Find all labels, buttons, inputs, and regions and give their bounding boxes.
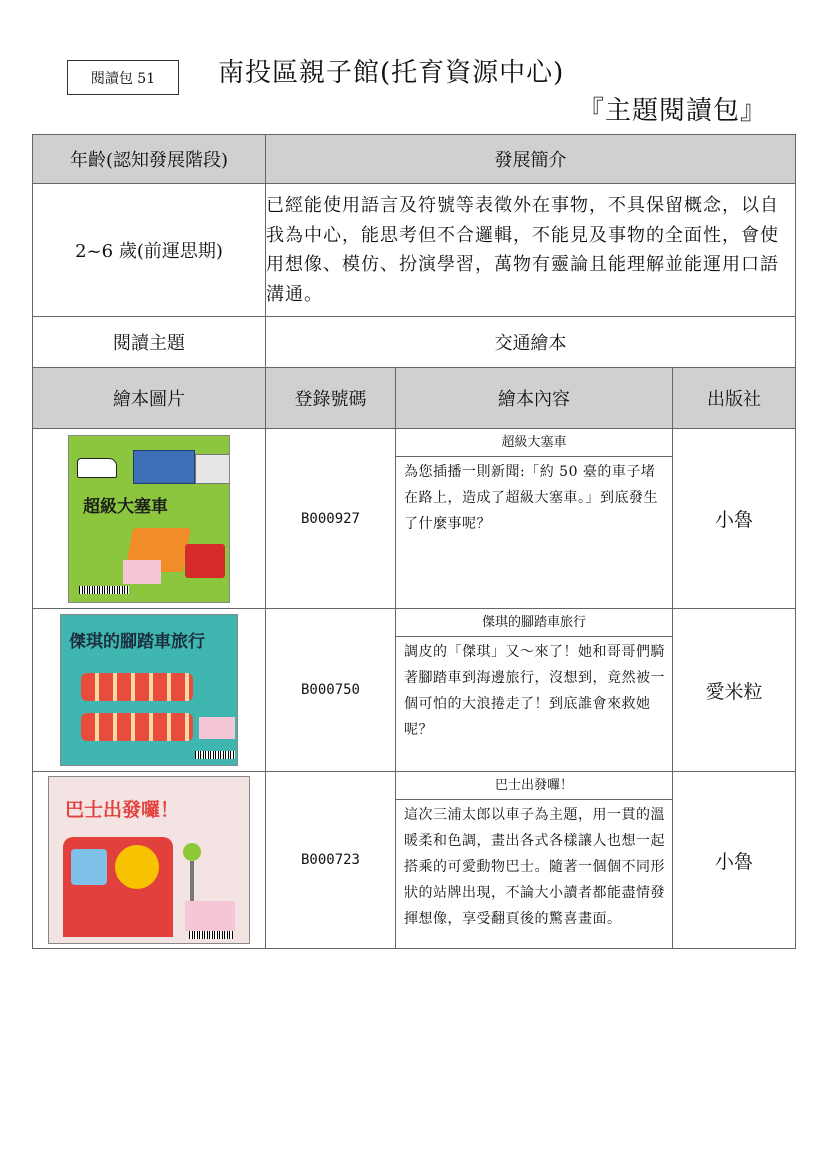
page-subtitle: 『主題閱讀包』 [577, 96, 767, 126]
book-code: B000927 [266, 429, 396, 609]
fire-truck-shape [185, 544, 225, 578]
book-cover-cell [33, 772, 266, 949]
library-label [123, 560, 161, 584]
barcode [189, 931, 233, 939]
barcode [195, 751, 235, 759]
library-label [185, 901, 235, 931]
book-description: 這次三浦太郎以車子為主題，用一貫的溫暖柔和色調，畫出各式各樣讓人也想一起搭乘的可愛動物巴士。隨著一個個不同形狀的站牌出現，不論大小讀者都能盡情發揮想像，享受翻頁後的驚喜畫面。 [404, 807, 665, 927]
barcode [79, 586, 129, 594]
library-label [199, 717, 235, 739]
age-value: 2~6 歲(前運思期) [33, 184, 266, 317]
column-header-content: 繪本內容 [396, 368, 673, 429]
lion-window [115, 845, 159, 889]
book-publisher: 小魯 [673, 429, 796, 609]
book-title: 超級大塞車 [396, 429, 672, 457]
cover-title: 超級大塞車 [83, 496, 168, 517]
elephant-window [71, 849, 107, 885]
book-cover-image [68, 435, 230, 603]
book-code: B000723 [266, 772, 396, 949]
bus-stop-sign [183, 843, 201, 861]
column-header-code: 登錄號碼 [266, 368, 396, 429]
theme-value: 交通繪本 [266, 317, 796, 368]
book-cover-cell [33, 429, 266, 609]
pack-label: 閱讀包 51 [67, 60, 179, 95]
table-row [33, 609, 796, 772]
garbage-truck-shape [195, 454, 230, 484]
book-title: 巴士出發囉！ [396, 772, 672, 800]
book-publisher: 愛米粒 [673, 609, 796, 772]
blue-truck-shape [133, 450, 195, 484]
book-cover-image [48, 776, 250, 944]
riders-row-bottom [81, 713, 193, 741]
police-car-shape [77, 458, 117, 478]
development-header: 發展簡介 [266, 135, 796, 184]
book-code: B000750 [266, 609, 396, 772]
column-header-image: 繪本圖片 [33, 368, 266, 429]
table-row [33, 429, 796, 609]
age-header: 年齡(認知發展階段) [33, 135, 266, 184]
book-content-cell [396, 609, 673, 772]
book-cover-image [60, 614, 238, 766]
riders-row-top [81, 673, 193, 701]
table-row [33, 772, 796, 949]
book-description: 調皮的「傑琪」又～來了！她和哥哥們騎著腳踏車到海邊旅行，沒想到，竟然被一個可怕的大浪捲走了！到底誰會來救她呢？ [404, 644, 665, 738]
book-content-cell [396, 429, 673, 609]
column-header-publisher: 出版社 [673, 368, 796, 429]
development-description: 已經能使用語言及符號等表徵外在事物，不具保留概念，以自我為中心，能思考但不合邏輯，不能見及事物的全面性，會使用想像、模仿、扮演學習，萬物有靈論且能理解並能運用口語溝通。 [266, 184, 796, 317]
book-cover-cell [33, 609, 266, 772]
book-description: 為您插播一則新聞:「約 50 臺的車子堵在路上，造成了超級大塞車。」到底發生了什麼事呢？ [404, 464, 658, 532]
cover-title: 傑琪的腳踏車旅行 [69, 632, 205, 652]
book-title: 傑琪的腳踏車旅行 [396, 609, 672, 637]
reading-pack-table [32, 134, 796, 949]
page-title: 南投區親子館(托育資源中心) [218, 58, 565, 88]
book-publisher: 小魯 [673, 772, 796, 949]
theme-label: 閱讀主題 [33, 317, 266, 368]
cover-title: 巴士出發囉！ [65, 799, 180, 821]
book-content-cell [396, 772, 673, 949]
